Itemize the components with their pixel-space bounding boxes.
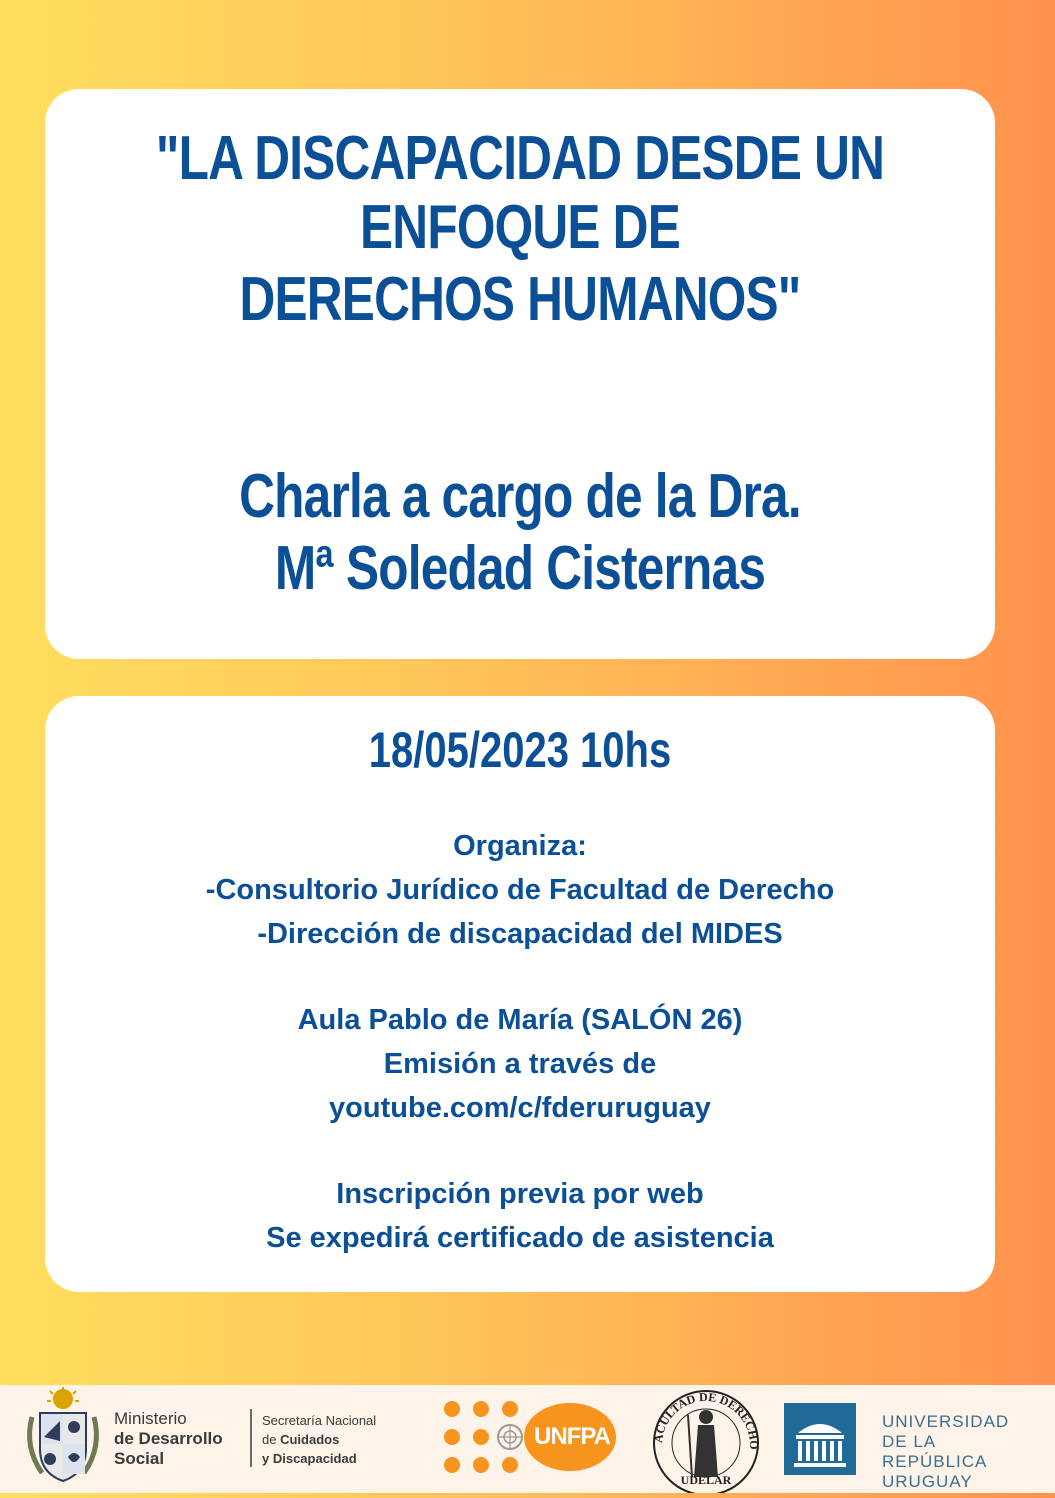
unfpa-text: UNFPA	[534, 1423, 610, 1450]
speaker-line-2: Mª Soledad Cisternas	[274, 534, 766, 603]
mides-line-3: Social	[114, 1449, 165, 1468]
udelar-building-icon	[784, 1403, 856, 1475]
secretaria-line-1: Secretaría Nacional	[262, 1413, 377, 1428]
unfpa-logo	[438, 1385, 618, 1493]
secretaria-name	[262, 1411, 376, 1468]
mides-name	[114, 1409, 223, 1469]
universidad-name	[882, 1412, 1044, 1492]
event-datetime: 18/05/2023 10hs	[368, 722, 672, 778]
universidad-line-3: URUGUAY	[882, 1472, 973, 1491]
universidad-line-2: DE LA REPÚBLICA	[882, 1432, 988, 1471]
secretaria-line-3: y Discapacidad	[262, 1451, 357, 1466]
title-line-2: ENFOQUE DE	[360, 193, 680, 262]
logo-divider	[250, 1409, 252, 1467]
universidad-logo	[784, 1385, 1044, 1493]
venue: Aula Pablo de María (SALÓN 26)	[297, 1004, 743, 1036]
sponsor-footer	[0, 1385, 1055, 1493]
certificate-note: Se expedirá certificado de asistencia	[266, 1222, 774, 1254]
speaker-heading	[92, 461, 948, 605]
organizer-2: -Dirección de discapacidad del MIDES	[257, 918, 783, 950]
secretaria-bold: Cuidados	[280, 1432, 340, 1447]
uruguay-coat-of-arms-icon	[14, 1387, 112, 1487]
secretaria-prefix: de	[262, 1432, 281, 1447]
mides-logo	[14, 1385, 404, 1493]
info-card	[45, 696, 995, 1292]
registration-block	[45, 1172, 995, 1260]
stream-label: Emisión a través de	[383, 1048, 657, 1080]
venue-block	[45, 998, 995, 1130]
organiza-label: Organiza:	[453, 830, 587, 862]
title-card	[45, 89, 995, 659]
secretaria-line-2	[262, 1430, 376, 1449]
organizer-1: -Consultorio Jurídico de Facultad de Derecho	[205, 874, 835, 906]
event-title	[92, 123, 948, 195]
title-line-1: "LA DISCAPACIDAD DESDE UN	[155, 124, 885, 193]
organizers-block	[45, 824, 995, 956]
universidad-line-1: UNIVERSIDAD	[882, 1412, 1010, 1431]
speaker-line-1: Charla a cargo de la Dra.	[239, 462, 801, 531]
registration-note: Inscripción previa por web	[336, 1178, 704, 1210]
mides-line-2: de Desarrollo	[114, 1429, 223, 1448]
mides-line-1: Ministerio	[114, 1409, 187, 1428]
udelar-seal-text: UDELAR	[680, 1473, 732, 1487]
facultad-derecho-seal	[644, 1385, 768, 1493]
facultad-arc-text: ACULTAD DE DERECHO	[650, 1389, 762, 1450]
title-line-3: DERECHOS HUMANOS"	[239, 265, 801, 334]
event-title-cont	[92, 192, 948, 336]
stream-url[interactable]: youtube.com/c/fderuruguay	[329, 1092, 711, 1124]
